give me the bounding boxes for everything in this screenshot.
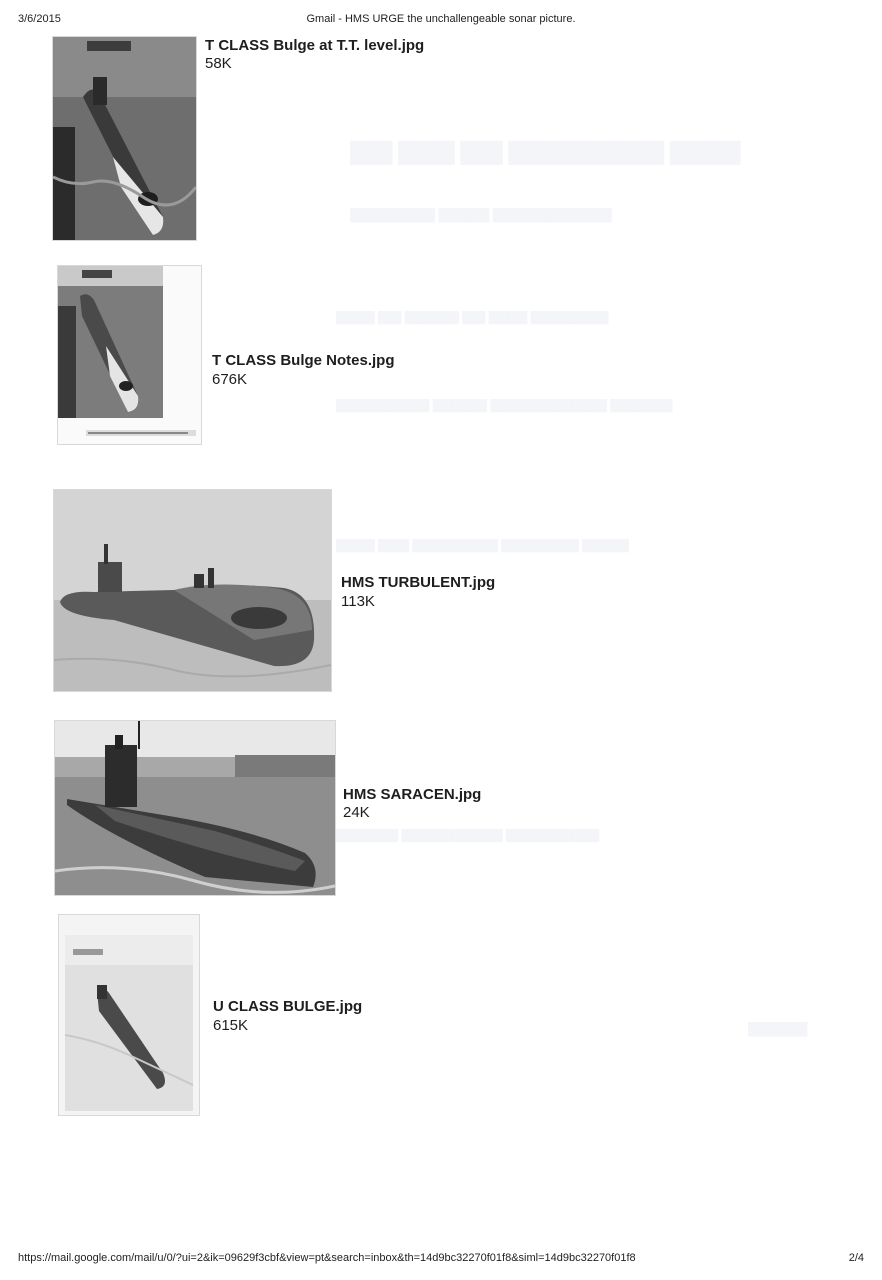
submarine-photo-icon [55, 721, 335, 895]
attachment-size: 58K [205, 55, 232, 72]
submarine-photo-icon [53, 37, 196, 240]
attachment-thumbnail[interactable] [57, 265, 202, 445]
attachment-filename[interactable]: T CLASS Bulge Notes.jpg [212, 352, 395, 369]
attachment-size: 24K [343, 804, 370, 821]
submarine-photo-icon [58, 266, 201, 444]
attachment-filename[interactable]: HMS TURBULENT.jpg [341, 574, 496, 591]
print-url: https://mail.google.com/mail/u/0/?ui=2&ik=09629f3cbf&view=pt&search=inbox&th=14d9bc32270f01f8&siml=14d9bc32270f01f8 [18, 1252, 636, 1264]
attachment-filename[interactable]: T CLASS Bulge at T.T. level.jpg [205, 37, 425, 54]
print-title: Gmail - HMS URGE the unchallengeable sonar picture. [306, 13, 576, 25]
attachment-size: 615K [213, 1017, 249, 1034]
attachment-size: 676K [212, 371, 248, 388]
attachment-thumbnail[interactable] [53, 489, 332, 692]
attachment-thumbnail[interactable] [58, 914, 200, 1116]
attachment-filename[interactable]: HMS SARACEN.jpg [343, 786, 482, 803]
page-number: 2/4 [848, 1252, 864, 1264]
submarine-photo-icon [59, 915, 199, 1115]
attachment-thumbnail[interactable] [54, 720, 336, 896]
attachment-thumbnail[interactable] [52, 36, 197, 241]
attachment-size: 113K [341, 593, 375, 610]
print-date: 3/6/2015 [18, 13, 61, 25]
attachment-filename[interactable]: U CLASS BULGE.jpg [213, 998, 363, 1015]
submarine-photo-icon [54, 490, 331, 691]
